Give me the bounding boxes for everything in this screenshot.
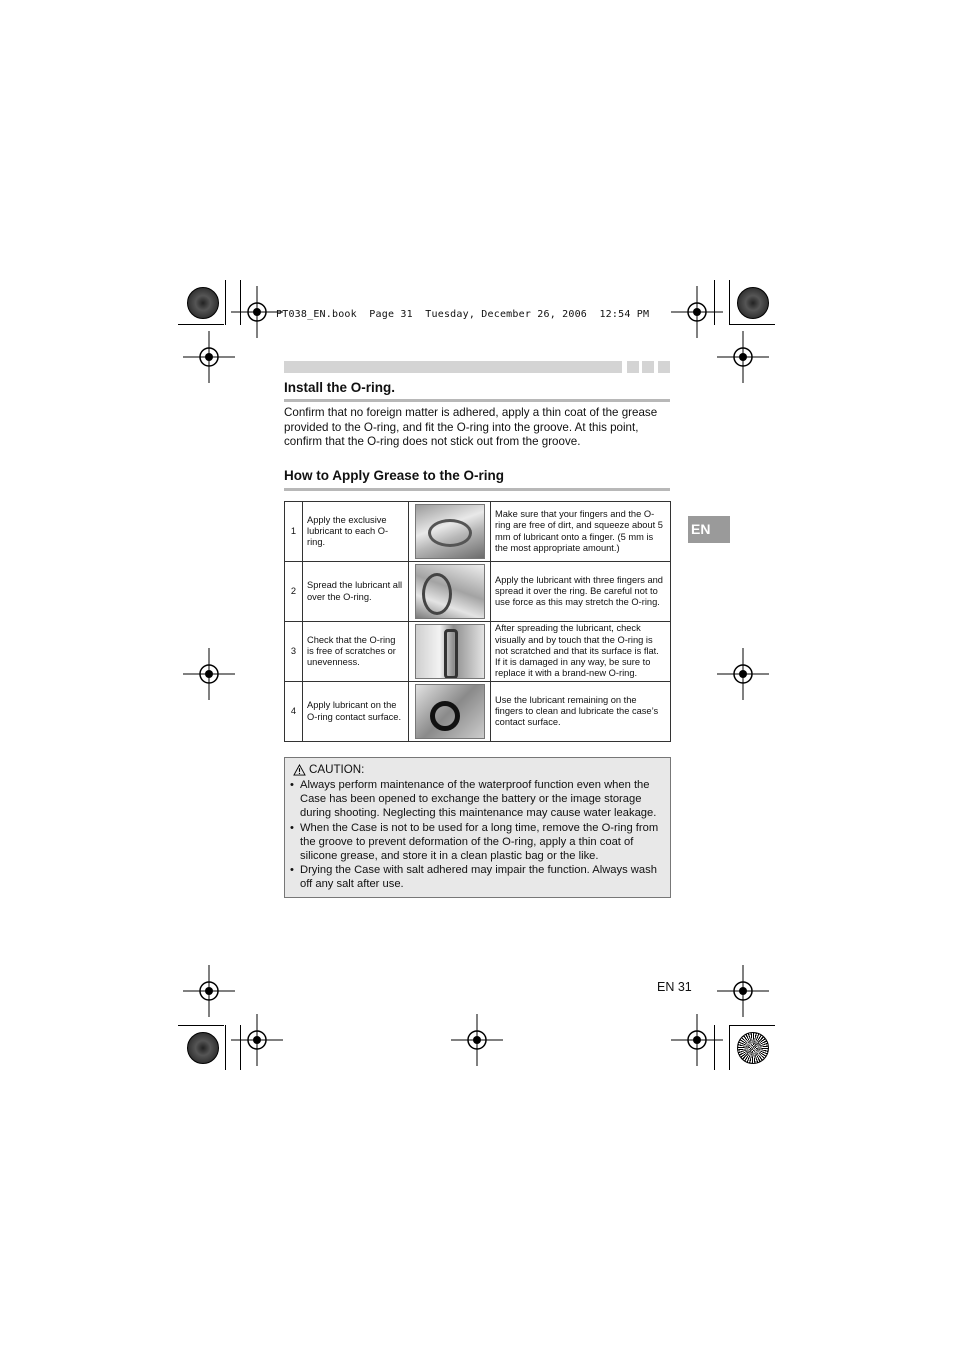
bullet: • <box>290 821 294 834</box>
step-number: 1 <box>285 502 303 562</box>
color-rosette-top-right <box>737 287 769 319</box>
list-item: • When the Case is not to be used for a long time, remove the O-ring from the groove to prevent deformation of the O-ring, apply a thin coat of silicone grease, and store it in a clean plastic bag or the like. <box>290 821 659 862</box>
color-rosette-bottom-left <box>187 1032 219 1064</box>
crop-line <box>729 280 730 325</box>
registration-mark-icon <box>717 331 769 383</box>
caution-list <box>290 779 665 893</box>
step-action: Spread the lubricant all over the O-ring. <box>303 562 409 622</box>
grease-steps-table <box>284 501 671 742</box>
step-action: Apply lubricant on the O-ring contact surface. <box>303 682 409 742</box>
registration-mark-icon <box>671 286 723 338</box>
step-action: Check that the O-ring is free of scratches or unevenness. <box>303 622 409 682</box>
caution-box <box>284 757 671 898</box>
crop-line <box>178 324 224 325</box>
step-description: After spreading the lubricant, check visually and by touch that the O-ring is not scratched and that its surface is flat. If it is damaged in any way, be sure to replace it with a brand-new O-ring. <box>491 622 671 682</box>
step-description: Use the lubricant remaining on the fingers to clean and lubricate the case’s contact surface. <box>491 682 671 742</box>
language-tab: EN <box>688 516 730 543</box>
section-rule <box>284 488 670 491</box>
chapter-square <box>642 361 654 373</box>
registration-mark-icon <box>717 965 769 1017</box>
photo-check-oring <box>415 624 485 679</box>
step-description: Make sure that your fingers and the O-ring are free of dirt, and squeeze about 5 mm of lubricant onto a finger. (5 mm is the most appropriate amount.) <box>491 502 671 562</box>
table-row <box>285 682 671 742</box>
crop-line <box>729 1025 730 1070</box>
registration-mark-icon <box>183 965 235 1017</box>
bullet: • <box>290 779 294 791</box>
step-action: Apply the exclusive lubricant to each O-ring. <box>303 502 409 562</box>
table-row <box>285 562 671 622</box>
warning-triangle-icon <box>293 764 306 776</box>
step-number: 3 <box>285 622 303 682</box>
section-title-grease: How to Apply Grease to the O-ring <box>284 468 505 483</box>
chapter-bar <box>284 361 622 373</box>
install-paragraph: Confirm that no foreign matter is adhered, apply a thin coat of the grease provided to the O-ring, and fit the O-ring into the groove. At this point, confirm that the O-ring does not stick out from the groove. <box>284 406 658 449</box>
crop-line <box>714 280 715 325</box>
caution-title: CAUTION: <box>309 763 365 776</box>
photo-spread-lubricant <box>415 564 485 619</box>
color-rosette-top-left <box>187 287 219 319</box>
registration-mark-icon <box>183 331 235 383</box>
registration-mark-icon <box>183 648 235 700</box>
photo-case-contact-surface <box>415 684 485 739</box>
photo-squeeze-lubricant <box>415 504 485 559</box>
list-item: • Always perform maintenance of the waterproof function even when the Case has been opened to exchange the battery or the image storage during shooting. Neglecting this maintenance may cause water leakage. <box>290 779 657 819</box>
chapter-square <box>627 361 639 373</box>
crop-line <box>714 1025 715 1070</box>
registration-mark-icon <box>231 1014 283 1066</box>
step-number: 2 <box>285 562 303 622</box>
step-description: Apply the lubricant with three fingers and spread it over the ring. Be careful not to use force as this may stretch the O-ring. <box>491 562 671 622</box>
registration-mark-icon <box>451 1014 503 1066</box>
table-row <box>285 502 671 562</box>
registration-mark-icon <box>717 648 769 700</box>
section-title-install: Install the O-ring. <box>284 380 396 395</box>
section-rule <box>284 399 670 402</box>
table-row <box>285 622 671 682</box>
page-number: EN 31 <box>657 980 692 994</box>
crop-line <box>240 1025 241 1070</box>
crop-line <box>240 280 241 325</box>
crop-line <box>225 280 226 325</box>
crop-line <box>225 1025 226 1070</box>
crop-line <box>178 1025 224 1026</box>
crop-line <box>729 324 775 325</box>
color-rosette-bottom-right <box>737 1032 769 1064</box>
step-number: 4 <box>285 682 303 742</box>
bullet: • <box>290 864 294 877</box>
print-header: PT038_EN.book Page 31 Tuesday, December 26, 2006 12:54 PM <box>276 309 650 320</box>
list-item: • Drying the Case with salt adhered may impair the function. Always wash off any salt after use. <box>290 864 657 891</box>
chapter-square <box>658 361 670 373</box>
crop-line <box>729 1025 775 1026</box>
registration-mark-icon <box>671 1014 723 1066</box>
